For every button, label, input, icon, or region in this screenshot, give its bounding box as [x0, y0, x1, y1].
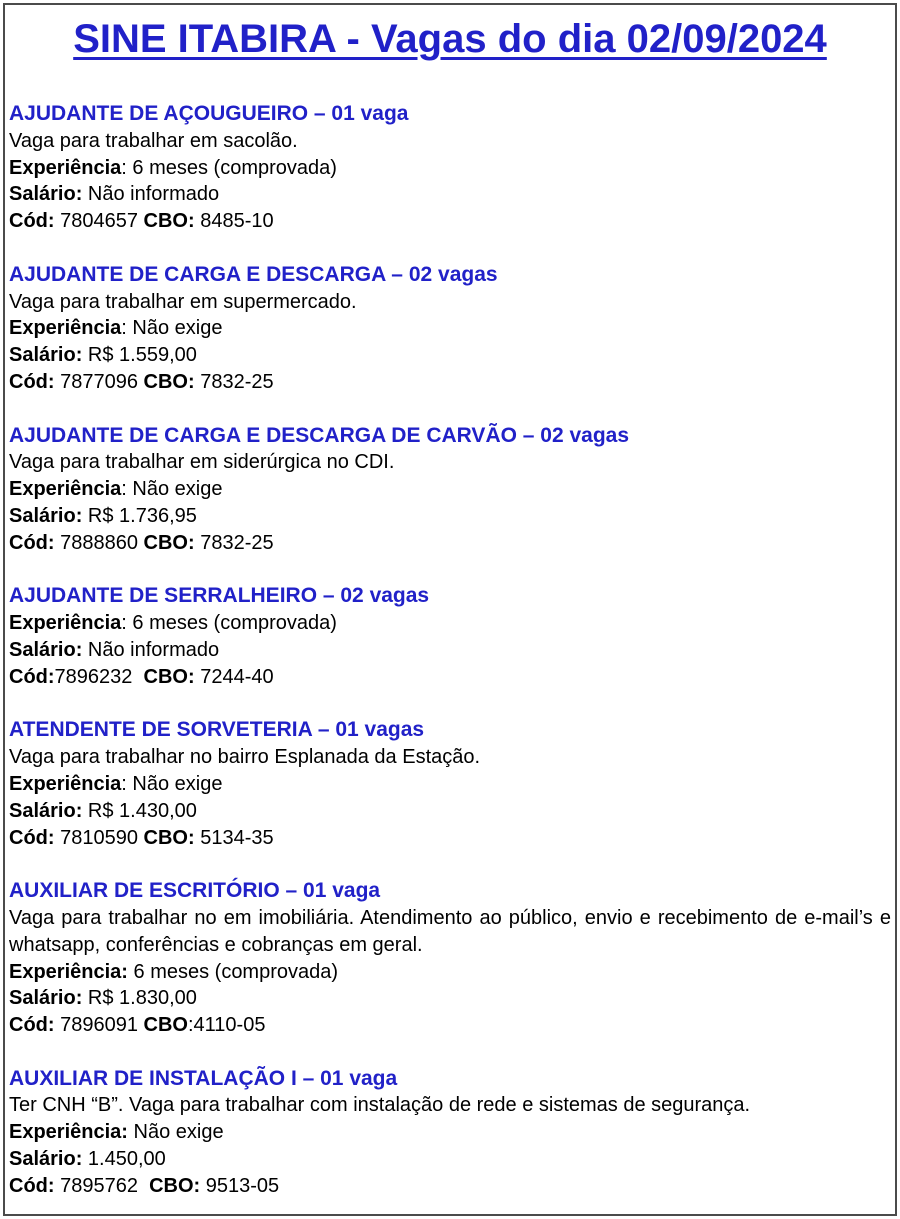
- field-text: Vaga para trabalhar em sacolão.: [9, 129, 298, 152]
- field-text: 7896091: [54, 1014, 144, 1037]
- field-label: Cód:: [9, 826, 55, 849]
- job-listings: [9, 101, 891, 1200]
- field-label: CBO: [143, 1014, 188, 1037]
- job-line: [9, 610, 891, 637]
- job-line: [9, 1173, 891, 1200]
- job-line: [9, 476, 891, 503]
- job-line: [9, 342, 891, 369]
- field-label: CBO:: [143, 210, 195, 233]
- job-line: [9, 155, 891, 182]
- job-line: [9, 128, 891, 155]
- field-label: Salário:: [9, 799, 83, 822]
- field-label: Cód:: [9, 370, 55, 393]
- field-text: Ter CNH “B”. Vaga para trabalhar com instalação de rede e sistemas de segurança.: [9, 1094, 751, 1117]
- field-text: R$ 1.559,00: [82, 344, 197, 367]
- field-text: 1.450,00: [82, 1148, 166, 1171]
- job-line: [9, 289, 891, 316]
- field-label: Salário:: [9, 504, 83, 527]
- job-heading: AJUDANTE DE AÇOUGUEIRO – 01 vaga: [9, 102, 409, 125]
- field-text: : 6 meses (comprovada): [121, 612, 337, 635]
- field-label: Cód:: [9, 665, 55, 688]
- field-text: Não informado: [82, 638, 220, 661]
- job-line: [9, 825, 891, 852]
- field-label: Experiência: [9, 156, 122, 179]
- job-line: [9, 208, 891, 235]
- job-line: [9, 959, 891, 986]
- job-line: [9, 1012, 891, 1039]
- field-text: 7832-25: [194, 531, 274, 554]
- field-text: 8485-10: [194, 210, 274, 233]
- field-label: Salário:: [9, 1148, 83, 1171]
- job-listing: [9, 101, 891, 235]
- field-label: Salário:: [9, 183, 83, 206]
- field-text: 7804657: [54, 210, 144, 233]
- job-line: [9, 1146, 891, 1173]
- field-text: 7895762: [54, 1174, 150, 1197]
- field-text: 9513-05: [200, 1174, 280, 1197]
- field-label: CBO:: [143, 370, 195, 393]
- field-text: Vaga para trabalhar no bairro Esplanada da Estação.: [9, 746, 481, 769]
- field-label: Experiência:: [9, 1121, 128, 1144]
- field-text: Vaga para trabalhar em supermercado.: [9, 290, 357, 313]
- field-label: CBO:: [149, 1174, 201, 1197]
- field-text: : Não exige: [121, 478, 223, 501]
- job-line: [9, 181, 891, 208]
- field-text: 7244-40: [194, 665, 274, 688]
- field-text: 5134-35: [194, 826, 274, 849]
- field-text: :4110-05: [187, 1014, 266, 1037]
- job-listing: [9, 262, 891, 396]
- job-line: [9, 798, 891, 825]
- job-line: [9, 1092, 891, 1119]
- job-heading: ATENDENTE DE SORVETERIA – 01 vagas: [9, 718, 425, 742]
- job-listing: [9, 878, 891, 1039]
- field-label: CBO:: [143, 665, 195, 688]
- job-line: [9, 503, 891, 530]
- field-label: Cód:: [9, 210, 55, 233]
- job-line: [9, 530, 891, 557]
- job-heading: AJUDANTE DE SERRALHEIRO – 02 vagas: [9, 584, 430, 608]
- field-text: : Não exige: [121, 772, 223, 795]
- job-line: [9, 905, 891, 959]
- field-text: Não exige: [127, 1121, 224, 1144]
- field-text: 6 meses (comprovada): [127, 960, 339, 983]
- field-label: Salário:: [9, 987, 83, 1010]
- job-line: [9, 771, 891, 798]
- field-label: CBO:: [143, 826, 195, 849]
- job-line: [9, 1119, 891, 1146]
- field-text: Não informado: [82, 183, 220, 206]
- field-text: 7888860: [54, 531, 144, 554]
- job-line: [9, 664, 891, 691]
- job-line: [9, 369, 891, 396]
- field-label: CBO:: [143, 531, 195, 554]
- field-label: Experiência: [9, 317, 122, 340]
- field-text: 7896232: [54, 665, 144, 688]
- job-heading: AJUDANTE DE CARGA E DESCARGA – 02 vagas: [9, 262, 498, 286]
- field-text: 7810590: [54, 826, 144, 849]
- job-line: [9, 637, 891, 664]
- job-line: [9, 315, 891, 342]
- job-listing: [9, 717, 891, 851]
- field-label: Salário:: [9, 638, 83, 661]
- field-text: 7877096: [54, 370, 144, 393]
- field-label: Experiência: [9, 478, 122, 501]
- job-heading: AUXILIAR DE INSTALAÇÃO I – 01 vaga: [9, 1066, 398, 1090]
- field-text: 7832-25: [194, 370, 274, 393]
- document-border: [3, 3, 897, 1216]
- field-label: Experiência:: [9, 960, 128, 983]
- job-listing: [9, 583, 891, 690]
- job-heading: AUXILIAR DE ESCRITÓRIO – 01 vaga: [9, 879, 381, 903]
- field-text: Vaga para trabalhar no em imobiliária. Atendimento ao público, envio e recebimento de e-mail’s e whatsapp, conferências e cobranças em geral.: [9, 906, 891, 956]
- field-label: Salário:: [9, 344, 83, 367]
- field-text: : Não exige: [121, 317, 223, 340]
- field-text: R$ 1.736,95: [82, 504, 197, 527]
- field-label: Cód:: [9, 531, 55, 554]
- field-text: : 6 meses (comprovada): [121, 156, 337, 179]
- field-label: Cód:: [9, 1014, 55, 1037]
- job-listing: [9, 423, 891, 557]
- job-heading: AJUDANTE DE CARGA E DESCARGA DE CARVÃO – 02 vagas: [9, 423, 630, 447]
- page-title: SINE ITABIRA - Vagas do dia 02/09/2024: [73, 17, 827, 61]
- job-listing: [9, 1066, 891, 1200]
- field-text: Vaga para trabalhar em siderúrgica no CDI.: [9, 451, 395, 474]
- field-label: Cód:: [9, 1174, 55, 1197]
- field-text: R$ 1.830,00: [82, 987, 197, 1010]
- job-line: [9, 449, 891, 476]
- job-line: [9, 744, 891, 771]
- field-label: Experiência: [9, 612, 122, 635]
- job-line: [9, 985, 891, 1012]
- field-label: Experiência: [9, 772, 122, 795]
- field-text: R$ 1.430,00: [82, 799, 197, 822]
